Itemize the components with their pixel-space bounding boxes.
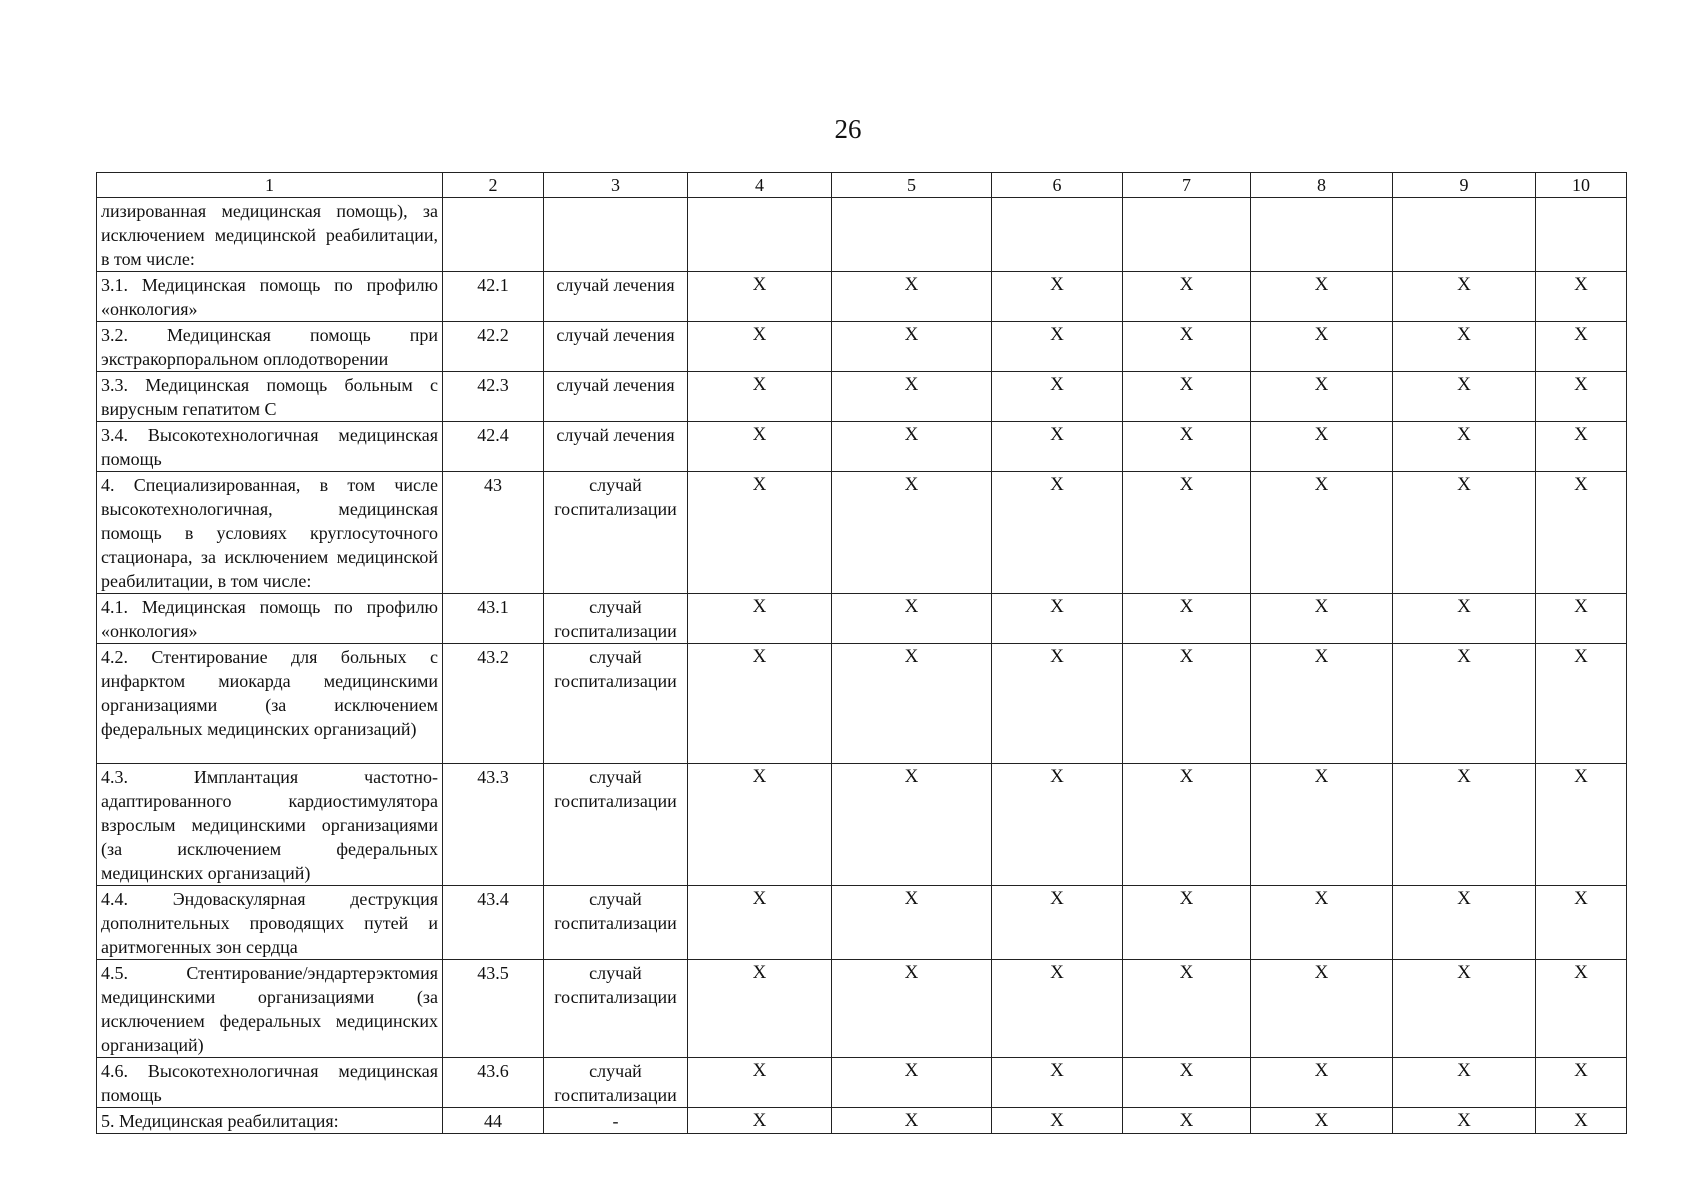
- data-table: [96, 172, 1627, 1134]
- x-mark-cell: Х: [832, 422, 992, 472]
- table-row: [97, 472, 1627, 594]
- row-code: 43.3: [443, 764, 544, 886]
- x-mark-cell: Х: [1393, 322, 1536, 372]
- x-mark-cell: Х: [1536, 372, 1627, 422]
- x-mark-cell: Х: [992, 422, 1123, 472]
- table-body: [97, 198, 1627, 1134]
- x-mark-cell: [1251, 198, 1393, 272]
- x-mark-cell: Х: [1123, 272, 1251, 322]
- column-header: 4: [688, 173, 832, 198]
- x-mark-cell: Х: [992, 886, 1123, 960]
- row-unit: -: [544, 1108, 688, 1134]
- row-description: 4.3. Имплантация частотно-адаптированного кардиостимулятора взрослым медицинскими организациями (за исключением федеральных медицинских организаций): [97, 764, 443, 886]
- x-mark-cell: Х: [1123, 422, 1251, 472]
- x-mark-cell: Х: [688, 372, 832, 422]
- x-mark-cell: Х: [1536, 472, 1627, 594]
- x-mark-cell: Х: [992, 764, 1123, 886]
- x-mark-cell: Х: [1393, 594, 1536, 644]
- x-mark-cell: Х: [1251, 322, 1393, 372]
- x-mark-cell: Х: [992, 272, 1123, 322]
- x-mark-cell: Х: [1123, 1058, 1251, 1108]
- x-mark-cell: Х: [1251, 372, 1393, 422]
- x-mark-cell: Х: [1536, 960, 1627, 1058]
- x-mark-cell: Х: [1536, 322, 1627, 372]
- table-row: [97, 372, 1627, 422]
- x-mark-cell: Х: [1123, 764, 1251, 886]
- row-description: 4.4. Эндоваскулярная деструкция дополнительных проводящих путей и аритмогенных зон сердца: [97, 886, 443, 960]
- x-mark-cell: Х: [1123, 372, 1251, 422]
- row-description: лизированная медицинская помощь), за исключением медицинской реабилитации, в том числе:: [97, 198, 443, 272]
- row-description: 4.2. Стентирование для больных с инфарктом миокарда медицинскими организациями (за исключением федеральных медицинских организаций): [97, 644, 443, 764]
- x-mark-cell: Х: [1251, 764, 1393, 886]
- x-mark-cell: Х: [992, 372, 1123, 422]
- x-mark-cell: Х: [1251, 1108, 1393, 1134]
- row-code: 44: [443, 1108, 544, 1134]
- x-mark-cell: Х: [1536, 764, 1627, 886]
- row-code: 42.2: [443, 322, 544, 372]
- x-mark-cell: Х: [832, 272, 992, 322]
- row-code: 43.6: [443, 1058, 544, 1108]
- row-description: 3.1. Медицинская помощь по профилю «онкология»: [97, 272, 443, 322]
- x-mark-cell: Х: [1251, 960, 1393, 1058]
- x-mark-cell: Х: [832, 960, 992, 1058]
- x-mark-cell: [688, 198, 832, 272]
- x-mark-cell: Х: [688, 472, 832, 594]
- x-mark-cell: Х: [1536, 272, 1627, 322]
- table-row: [97, 886, 1627, 960]
- x-mark-cell: Х: [1536, 422, 1627, 472]
- x-mark-cell: Х: [1393, 422, 1536, 472]
- row-description: 5. Медицинская реабилитация:: [97, 1108, 443, 1134]
- x-mark-cell: Х: [1251, 594, 1393, 644]
- x-mark-cell: Х: [832, 1108, 992, 1134]
- x-mark-cell: Х: [1393, 1108, 1536, 1134]
- x-mark-cell: Х: [1536, 1108, 1627, 1134]
- row-unit: [544, 198, 688, 272]
- row-code: 43.2: [443, 644, 544, 764]
- x-mark-cell: Х: [1123, 886, 1251, 960]
- table-row: [97, 960, 1627, 1058]
- column-header: 10: [1536, 173, 1627, 198]
- row-code: 43: [443, 472, 544, 594]
- x-mark-cell: Х: [688, 594, 832, 644]
- x-mark-cell: Х: [1393, 372, 1536, 422]
- x-mark-cell: Х: [688, 1058, 832, 1108]
- column-header: 1: [97, 173, 443, 198]
- column-header: 2: [443, 173, 544, 198]
- row-description: 4.5. Стентирование/эндартерэктомия медицинскими организациями (за исключением федеральных медицинских организаций): [97, 960, 443, 1058]
- table-row: [97, 322, 1627, 372]
- row-unit: случай госпитализации: [544, 886, 688, 960]
- column-header: 3: [544, 173, 688, 198]
- x-mark-cell: Х: [992, 594, 1123, 644]
- x-mark-cell: Х: [992, 322, 1123, 372]
- row-unit: случай госпитализации: [544, 1058, 688, 1108]
- x-mark-cell: Х: [1123, 1108, 1251, 1134]
- x-mark-cell: Х: [1251, 1058, 1393, 1108]
- x-mark-cell: [832, 198, 992, 272]
- x-mark-cell: Х: [832, 372, 992, 422]
- row-description: 4.6. Высокотехнологичная медицинская помощь: [97, 1058, 443, 1108]
- x-mark-cell: Х: [1536, 644, 1627, 764]
- x-mark-cell: Х: [1393, 1058, 1536, 1108]
- x-mark-cell: Х: [992, 472, 1123, 594]
- x-mark-cell: Х: [688, 644, 832, 764]
- row-unit: случай госпитализации: [544, 472, 688, 594]
- x-mark-cell: [1393, 198, 1536, 272]
- x-mark-cell: Х: [1393, 472, 1536, 594]
- x-mark-cell: Х: [832, 594, 992, 644]
- table-row: [97, 422, 1627, 472]
- column-header: 6: [992, 173, 1123, 198]
- table-row: [97, 1058, 1627, 1108]
- row-code: 42.4: [443, 422, 544, 472]
- column-header: 7: [1123, 173, 1251, 198]
- x-mark-cell: Х: [1393, 644, 1536, 764]
- x-mark-cell: Х: [688, 960, 832, 1058]
- x-mark-cell: Х: [1536, 594, 1627, 644]
- x-mark-cell: Х: [1536, 886, 1627, 960]
- table-row: [97, 644, 1627, 764]
- x-mark-cell: Х: [992, 1108, 1123, 1134]
- row-unit: случай госпитализации: [544, 764, 688, 886]
- x-mark-cell: Х: [1251, 644, 1393, 764]
- row-unit: случай лечения: [544, 322, 688, 372]
- x-mark-cell: Х: [1393, 272, 1536, 322]
- x-mark-cell: Х: [1123, 472, 1251, 594]
- header-row: [97, 173, 1627, 198]
- x-mark-cell: Х: [832, 322, 992, 372]
- x-mark-cell: [1536, 198, 1627, 272]
- x-mark-cell: Х: [1393, 764, 1536, 886]
- x-mark-cell: Х: [992, 1058, 1123, 1108]
- column-header: 8: [1251, 173, 1393, 198]
- row-unit: случай лечения: [544, 272, 688, 322]
- x-mark-cell: Х: [1123, 594, 1251, 644]
- table-row: [97, 594, 1627, 644]
- x-mark-cell: Х: [832, 764, 992, 886]
- x-mark-cell: Х: [1251, 422, 1393, 472]
- row-unit: случай лечения: [544, 422, 688, 472]
- x-mark-cell: Х: [688, 764, 832, 886]
- x-mark-cell: [1123, 198, 1251, 272]
- x-mark-cell: Х: [688, 272, 832, 322]
- x-mark-cell: Х: [1123, 960, 1251, 1058]
- row-description: 4.1. Медицинская помощь по профилю «онкология»: [97, 594, 443, 644]
- row-unit: случай госпитализации: [544, 594, 688, 644]
- x-mark-cell: Х: [688, 1108, 832, 1134]
- table-row: [97, 1108, 1627, 1134]
- x-mark-cell: Х: [832, 1058, 992, 1108]
- x-mark-cell: Х: [688, 886, 832, 960]
- x-mark-cell: Х: [1251, 472, 1393, 594]
- page-number: 26: [834, 114, 862, 144]
- x-mark-cell: Х: [1393, 960, 1536, 1058]
- x-mark-cell: Х: [1251, 272, 1393, 322]
- x-mark-cell: Х: [992, 644, 1123, 764]
- x-mark-cell: [992, 198, 1123, 272]
- x-mark-cell: Х: [688, 422, 832, 472]
- row-code: 42.1: [443, 272, 544, 322]
- row-description: 3.2. Медицинская помощь при экстракорпоральном оплодотворении: [97, 322, 443, 372]
- row-description: 3.4. Высокотехнологичная медицинская помощь: [97, 422, 443, 472]
- x-mark-cell: Х: [832, 644, 992, 764]
- row-code: [443, 198, 544, 272]
- x-mark-cell: Х: [1393, 886, 1536, 960]
- row-description: 4. Специализированная, в том числе высокотехнологичная, медицинская помощь в условиях круглосуточного стационара, за исключением медицинской реабилитации, в том числе:: [97, 472, 443, 594]
- row-unit: случай госпитализации: [544, 644, 688, 764]
- row-unit: случай лечения: [544, 372, 688, 422]
- column-header: 5: [832, 173, 992, 198]
- row-unit: случай госпитализации: [544, 960, 688, 1058]
- column-header: 9: [1393, 173, 1536, 198]
- x-mark-cell: Х: [1123, 322, 1251, 372]
- x-mark-cell: Х: [992, 960, 1123, 1058]
- table-row: [97, 764, 1627, 886]
- row-code: 43.1: [443, 594, 544, 644]
- x-mark-cell: Х: [1536, 1058, 1627, 1108]
- x-mark-cell: Х: [832, 472, 992, 594]
- table-row: [97, 272, 1627, 322]
- row-description: 3.3. Медицинская помощь больным с вирусным гепатитом С: [97, 372, 443, 422]
- row-code: 43.4: [443, 886, 544, 960]
- row-code: 42.3: [443, 372, 544, 422]
- table-row: [97, 198, 1627, 272]
- x-mark-cell: Х: [1251, 886, 1393, 960]
- x-mark-cell: Х: [1123, 644, 1251, 764]
- row-code: 43.5: [443, 960, 544, 1058]
- x-mark-cell: Х: [688, 322, 832, 372]
- x-mark-cell: Х: [832, 886, 992, 960]
